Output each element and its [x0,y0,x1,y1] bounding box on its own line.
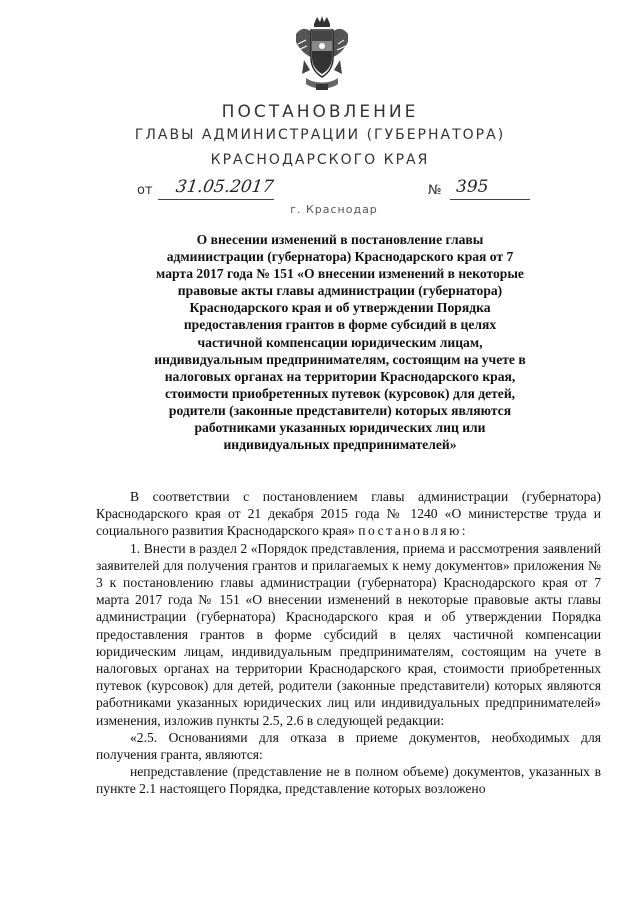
handwritten-number: 395 [456,177,489,197]
issuer-heading-line1: ГЛАВЫ АДМИНИСТРАЦИИ (ГУБЕРНАТОРА) [134,127,506,143]
paragraph-item-1: 1. Внести в раздел 2 «Порядок представления, приема и рассмотрения заявлений заявителей для получения грантов и прилагаемых к нему документов» приложения № 3 к постановлению главы администрации (губернатора) Краснодарского края от 7 марта 2017 года № 151 «О внесении изменений в некоторые правовые акты главы администрации (губернатора) Краснодарского края и об утверждении Порядка предоставления грантов в форме субсидий в целях частичной компенсации юридическим лицам, индивидуальным предпринимателям, состоящим на учете в налоговых органах на территории Краснодарского края, стоимости приобретенных путевок (курсовок) для детей, родители (законные представители) которых являются работниками указанных юридических лиц или индивидуальных предпринимателей» изменения, изложив пункты 2.5, 2.6 в следующей редакции: [96,540,601,728]
number-underline [450,199,530,200]
handwritten-date: 31.05.2017 [174,177,275,197]
paragraph-preamble [96,488,601,540]
date-underline [158,199,274,200]
date-label: от [137,183,153,198]
document-title: О внесении изменений в постановление главы администрации (губернатора) Краснодарского края от 7 марта 2017 года № 151 «О внесении изменений в некоторые правовые акты главы администрации (губернатора) Краснодарского края и об утверждении Порядка предоставления грантов в форме субсидий в целях частичной компенсации юридическим лицам, индивидуальным предпринимателям, состоящим на учете в налоговых органах на территории Краснодарского края, стоимости приобретенных путевок (курсовок) для детей, родители (законные представители) которых являются работниками указанных юридических лиц или индивидуальных предпринимателей» [154,232,526,453]
number-label: № [428,183,442,198]
issuer-heading-line2: КРАСНОДАРСКОГО КРАЯ [210,152,430,168]
resolve-word: постановляю: [358,523,469,539]
preamble-text: В соответствии с постановлением главы администрации (губернатора) Краснодарского края от 21 декабря 2015 года № 1240 «О министерстве труда и социального развития Краснодарского края» [96,489,601,539]
paragraph-non-submission: непредставление (представление не в полном объеме) документов, указанных в пункте 2.1 настоящего Порядка, представление которых возложено [96,764,601,797]
coat-of-arms-icon [292,14,352,94]
city-label: г. Краснодар [290,203,378,216]
document-type-heading: ПОСТАНОВЛЕНИЕ [221,102,419,122]
document-body [96,488,601,798]
paragraph-item-2-5: «2.5. Основаниями для отказа в приеме документов, необходимых для получения гранта, являются: [96,729,601,763]
